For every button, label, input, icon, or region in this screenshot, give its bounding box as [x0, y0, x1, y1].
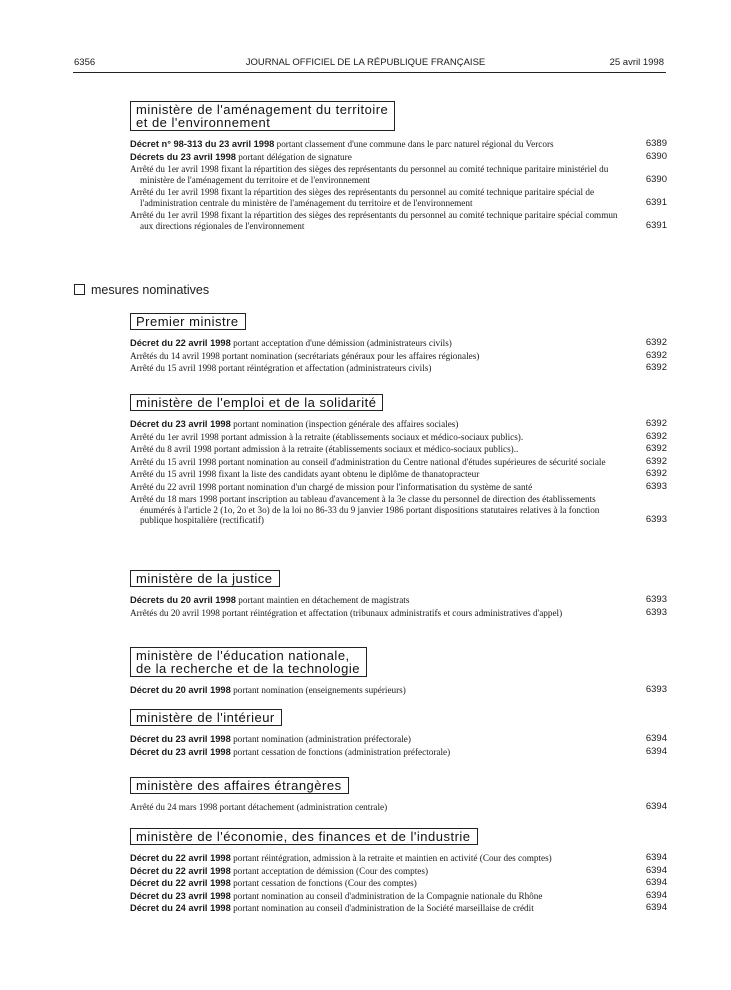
entry-decree-label: Décrets du 23 avril 1998: [130, 151, 236, 162]
entry-text: Arrêté du 18 mars 1998 portant inscription au tableau d'avancement à la 3e classe du personnel de direction des établissements énumérés à l'article 2 (1o, 2o et 3o) de la loi no 86-33 du 9 janvier 1986 portant dispositions statutaires relatives à la fonction publique hospitalière (rectificatif): [130, 494, 600, 525]
entry-title: [130, 595, 621, 606]
ministry-heading-line: ministère des affaires étrangères: [136, 778, 342, 793]
list-item: [130, 866, 667, 877]
ministry-heading-line: Premier ministre: [136, 314, 239, 329]
entry-decree-label: Décret du 23 avril 1998: [130, 890, 231, 901]
entry-list: [130, 734, 667, 757]
ministry-heading-line: ministère de l'intérieur: [136, 710, 275, 725]
entry-decree-label: Décret n° 98-313 du 23 avril 1998: [130, 139, 275, 149]
entry-text: Arrêté du 8 avril 1998 portant admission à la retraite (établissements sociaux et médico-sociaux publics)..: [130, 444, 519, 454]
list-item: [130, 878, 667, 889]
entry-title: [130, 338, 621, 349]
entry-list: [130, 853, 667, 914]
entry-page-number: 6392: [645, 350, 667, 361]
entry-title: [130, 608, 621, 619]
entry-decree-label: Décret du 22 avril 1998: [130, 878, 231, 888]
list-item: [130, 210, 667, 231]
entry-decree-label: Décret du 23 avril 1998: [130, 419, 231, 429]
list-item: [130, 187, 667, 208]
entry-page-number: 6393: [645, 595, 667, 605]
ministry-section: [130, 777, 667, 815]
ministry-heading: [130, 647, 367, 677]
list-item: [130, 891, 667, 902]
entry-text: Arrêté du 1er avril 1998 fixant la répartition des sièges des représentants du personnel au comité technique paritaire spécial commun aux directions régionales de l'environnement: [130, 210, 618, 231]
list-item: [130, 685, 667, 696]
entry-text: Arrêté du 1er avril 1998 fixant la répartition des sièges des représentants du personnel au comité technique paritaire ministériel du ministère de l'aménagement du territoire et de l'environnement: [130, 164, 609, 185]
entry-page-number: 6392: [645, 363, 667, 373]
entry-text: Arrêté du 1er avril 1998 fixant la répartition des sièges des représentants du personnel au comité technique paritaire spécial de l'administration centrale du ministère de l'aménagement du territoire et de l'environnement: [130, 187, 595, 208]
entry-list: [130, 338, 667, 374]
entry-title: [130, 802, 621, 813]
list-item: [130, 444, 667, 455]
entry-page-number: 6394: [645, 903, 667, 913]
list-item: [130, 747, 667, 758]
entry-title: [130, 363, 621, 374]
entry-page-number: 6389: [645, 139, 667, 149]
page-number: 6356: [74, 57, 96, 68]
entry-title: [130, 494, 621, 526]
entry-title: [130, 734, 621, 745]
journal-title: JOURNAL OFFICIEL DE LA RÉPUBLIQUE FRANÇAISE: [245, 57, 486, 68]
entry-decree-label: Décret du 24 avril 1998: [130, 903, 231, 913]
entry-page-number: 6394: [645, 890, 667, 901]
entry-text: portant cessation de fonctions (Cour des comptes): [230, 878, 417, 888]
entry-text: portant nomination au conseil d'administration de la Société marseillaise de crédit: [230, 903, 534, 913]
ministry-heading-line: de la recherche et de la technologie: [136, 661, 360, 676]
entry-title: [130, 152, 621, 163]
ministry-heading: [130, 313, 246, 330]
list-item: [130, 853, 667, 864]
issue-date: 25 avril 1998: [609, 57, 664, 68]
entry-text: portant délégation de signature: [235, 151, 352, 162]
ministry-section: [130, 313, 667, 376]
entry-page-number: 6390: [645, 173, 667, 185]
list-item: [130, 903, 667, 914]
entry-title: [130, 419, 621, 430]
entry-page-number: 6393: [645, 685, 667, 695]
entry-page-number: 6394: [645, 746, 667, 757]
list-item: [130, 494, 667, 526]
ministry-heading-line: ministère de l'économie, des finances et de l'industrie: [136, 829, 471, 844]
entry-decree-label: Décret du 20 avril 1998: [130, 685, 231, 695]
entry-text: Arrêté du 24 mars 1998 portant détachement (administration centrale): [130, 802, 388, 812]
list-item: [130, 482, 667, 493]
entry-page-number: 6394: [645, 734, 667, 744]
entry-title: [130, 469, 621, 480]
list-item: [130, 338, 667, 349]
entry-page-number: 6390: [645, 151, 667, 162]
entry-text: Arrêtés du 14 avril 1998 portant nomination (secrétariats généraux pour les affaires régionales): [130, 350, 480, 361]
entry-decree-label: Décret du 22 avril 1998: [130, 853, 231, 863]
entry-title: [130, 457, 621, 468]
list-item: [130, 419, 667, 430]
entry-title: [130, 853, 621, 864]
ministry-section: [130, 394, 667, 528]
ministry-heading-line: ministère de l'éducation nationale,: [136, 648, 350, 663]
ministry-heading-line: ministère de l'emploi et de la solidarité: [136, 395, 377, 410]
entry-page-number: 6392: [645, 431, 667, 442]
list-item: [130, 608, 667, 619]
entry-title: [130, 164, 621, 185]
entry-text: Arrêté du 22 avril 1998 portant nomination d'un chargé de mission pour l'informatisation du système de santé: [130, 481, 533, 492]
ministry-section: [130, 828, 667, 916]
entry-page-number: 6394: [645, 802, 667, 812]
checkbox-square-icon: [74, 284, 85, 295]
list-item: [130, 351, 667, 362]
entry-list: [130, 419, 667, 526]
entry-page-number: 6391: [645, 196, 667, 208]
entry-text: portant nomination au conseil d'administration de la Compagnie nationale du Rhône: [230, 890, 543, 901]
entry-title: [130, 351, 621, 362]
entry-text: portant acceptation d'une démission (administrateurs civils): [230, 338, 452, 348]
entry-title: [130, 139, 621, 150]
entry-page-number: 6394: [645, 865, 667, 876]
list-item: [130, 595, 667, 606]
entry-page-number: 6393: [645, 607, 667, 618]
entry-list: [130, 685, 667, 696]
entry-decree-label: Décret du 23 avril 1998: [130, 734, 231, 744]
entry-page-number: 6392: [645, 338, 667, 348]
entry-text: portant nomination (enseignements supérieurs): [230, 685, 406, 695]
list-item: [130, 164, 667, 185]
mesures-nominatives-label: mesures nominatives: [91, 283, 210, 297]
entry-text: Arrêté du 15 avril 1998 portant nomination au conseil d'administration du Centre national d'études supérieures de sécurité sociale: [130, 456, 606, 467]
ministry-heading: [130, 570, 280, 587]
entry-title: [130, 210, 621, 231]
page-header: [0, 57, 731, 71]
list-item: [130, 457, 667, 468]
entry-decree-label: Décret du 22 avril 1998: [130, 338, 231, 348]
list-item: [130, 139, 667, 150]
entry-text: portant cessation de fonctions (administration préfectorale): [230, 746, 451, 757]
entry-title: [130, 444, 621, 455]
entry-text: portant maintien en détachement de magistrats: [235, 595, 410, 605]
entry-page-number: 6392: [645, 456, 667, 467]
entry-decree-label: Décrets du 20 avril 1998: [130, 595, 236, 605]
ministry-heading: [130, 101, 395, 131]
entry-text: portant classement d'une commune dans le parc naturel régional du Vercors: [274, 139, 554, 149]
entry-text: Arrêté du 15 avril 1998 portant réintégration et affectation (administrateurs civils): [130, 363, 432, 373]
entry-list: [130, 139, 667, 231]
ministry-heading-line: ministère de l'aménagement du territoire: [136, 102, 389, 117]
entry-text: Arrêtés du 20 avril 1998 portant réintégration et affectation (tribunaux administratifs et cours administratives d'appel): [130, 607, 563, 618]
entry-page-number: 6392: [645, 469, 667, 479]
entry-title: [130, 903, 621, 914]
ministry-heading: [130, 777, 349, 794]
entry-decree-label: Décret du 23 avril 1998: [130, 746, 231, 757]
entry-title: [130, 432, 621, 443]
entry-list: [130, 802, 667, 813]
entry-title: [130, 878, 621, 889]
entry-title: [130, 866, 621, 877]
ministry-heading: [130, 709, 282, 726]
entry-page-number: 6394: [645, 878, 667, 888]
entry-decree-label: Décret du 22 avril 1998: [130, 865, 231, 876]
list-item: [130, 152, 667, 163]
ministry-section: [130, 647, 667, 698]
entry-text: portant réintégration, admission à la retraite et maintien en activité (Cour des comptes): [230, 853, 552, 863]
entry-title: [130, 747, 621, 758]
ministry-heading: [130, 828, 478, 845]
list-item: [130, 734, 667, 745]
ministry-heading-line: ministère de la justice: [136, 571, 273, 586]
entry-page-number: 6393: [645, 481, 667, 492]
list-item: [130, 469, 667, 480]
entry-page-number: 6394: [645, 853, 667, 863]
entry-page-number: 6391: [645, 219, 667, 231]
ministry-heading-line: et de l'environnement: [136, 115, 271, 130]
list-item: [130, 363, 667, 374]
header-rule: [73, 72, 666, 73]
ministry-section: [130, 101, 667, 233]
entry-page-number: 6392: [645, 419, 667, 429]
entry-text: portant nomination (inspection générale des affaires sociales): [230, 419, 459, 429]
entry-page-number: 6393: [645, 514, 667, 525]
list-item: [130, 802, 667, 813]
ministry-section: [130, 709, 667, 759]
entry-text: portant acceptation de démission (Cour des comptes): [230, 865, 429, 876]
entry-text: Arrêté du 1er avril 1998 portant admission à la retraite (établissements sociaux et médico-sociaux publics).: [130, 431, 524, 442]
entry-text: Arrêté du 15 avril 1998 fixant la liste des candidats ayant obtenu le diplôme de thanatopracteur: [130, 469, 480, 479]
entry-text: portant nomination (administration préfectorale): [230, 734, 411, 744]
entry-list: [130, 595, 667, 618]
entry-title: [130, 482, 621, 493]
entry-title: [130, 891, 621, 902]
ministry-section: [130, 570, 667, 620]
list-item: [130, 432, 667, 443]
entry-page-number: 6392: [645, 444, 667, 454]
entry-title: [130, 685, 621, 696]
entry-title: [130, 187, 621, 208]
ministry-heading: [130, 394, 383, 411]
mesures-nominatives-heading: [74, 283, 209, 297]
